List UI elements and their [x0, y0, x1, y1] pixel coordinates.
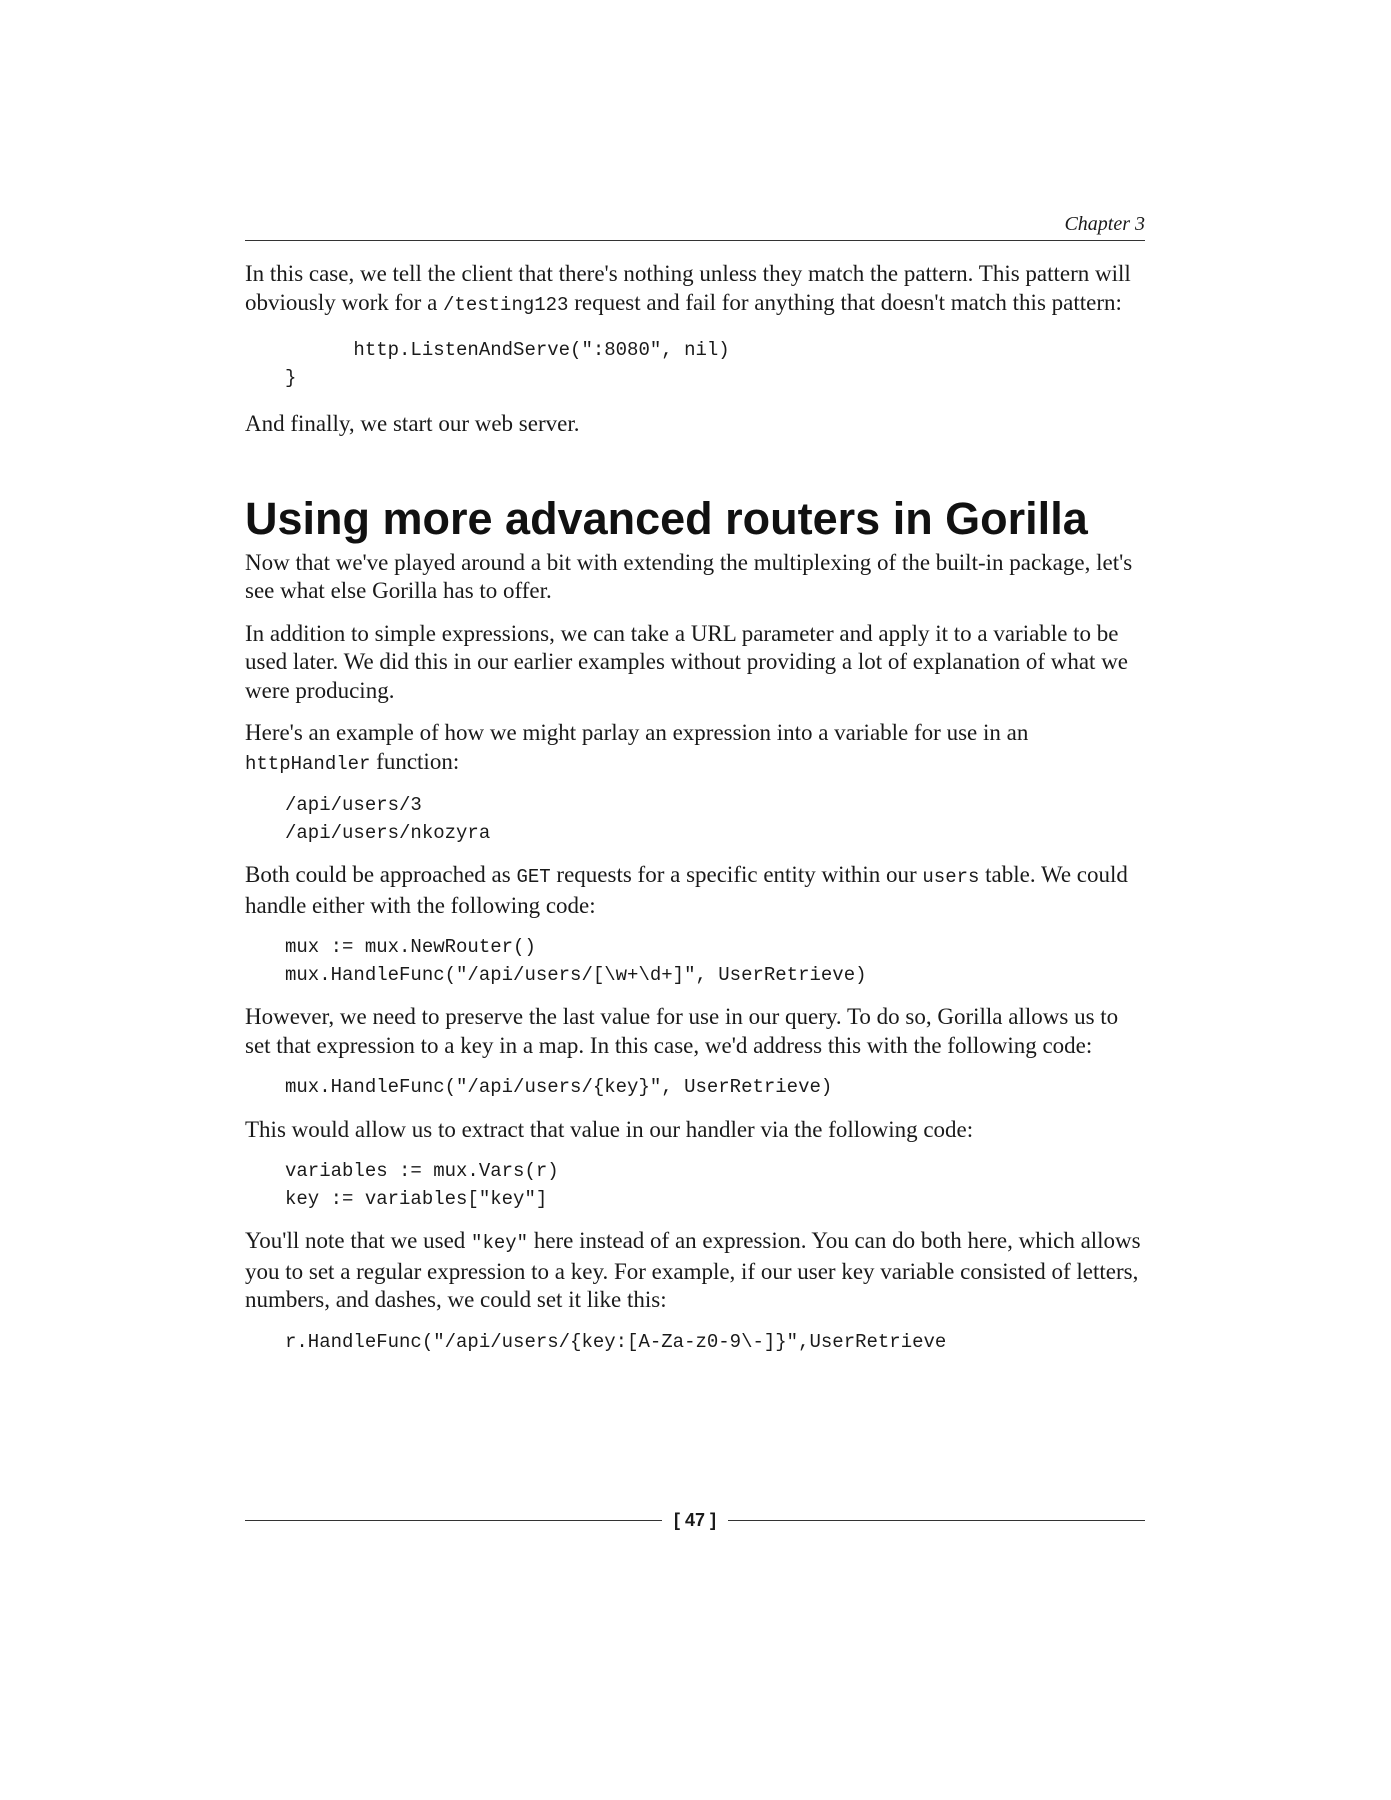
paragraph-preserve-value: However, we need to preserve the last value for use in our query. To do so, Gorilla allows us to set that expression to a key in a map. In this case, we'd address this with the following code:: [245, 1004, 1119, 1058]
inline-code-httphandler: httpHandler: [245, 752, 371, 775]
code-block-listen: http.ListenAndServe(":8080", nil) }: [285, 339, 730, 389]
paragraph-url-parameter: In addition to simple expressions, we can take a URL parameter and apply it to a variable to be used later. We did this in our earlier examples without providing a lot of explanation of what we were producing.: [245, 620, 1129, 703]
paragraph-start-server: And finally, we start our web server.: [245, 411, 580, 436]
code-block-vars: variables := mux.Vars(r) key := variables["key"]: [285, 1160, 559, 1210]
inline-code-users: users: [922, 866, 980, 888]
inline-code-get: GET: [516, 866, 551, 888]
page-footer: [245, 1505, 1145, 1535]
page-content: [245, 260, 1145, 1356]
paragraph-get-requests: Both could be approached as GET requests for a specific entity within our users table. We could handle either with the following code:: [245, 862, 1128, 918]
code-block-key-route: mux.HandleFunc("/api/users/{key}", UserRetrieve): [285, 1076, 833, 1098]
inline-code-key: "key": [471, 1232, 529, 1254]
paragraph-extract-value: This would allow us to extract that value in our handler via the following code:: [245, 1116, 974, 1142]
inline-code-testing123: /testing123: [443, 293, 569, 316]
running-header: [245, 212, 1145, 241]
paragraph-intro: In this case, we tell the client that there's nothing unless they match the pattern. This pattern will obviously work for a /testing123 request and fail for anything that doesn't match this pattern:: [245, 261, 1131, 316]
code-block-paths: /api/users/3 /api/users/nkozyra: [285, 794, 491, 844]
code-block-router: mux := mux.NewRouter() mux.HandleFunc("/api/users/[\w+\d+]", UserRetrieve): [285, 936, 867, 986]
page-number: [ 47 ]: [674, 1509, 717, 1530]
section-heading: Using more advanced routers in Gorilla: [245, 492, 1088, 544]
paragraph-gorilla-offer: Now that we've played around a bit with extending the multiplexing of the built-in package, let's see what else Gorilla has to offer.: [245, 549, 1133, 603]
chapter-label: Chapter 3: [1064, 213, 1145, 235]
code-block-regex-route: r.HandleFunc("/api/users/{key:[A-Za-z0-9\-]}",UserRetrieve: [285, 1330, 947, 1353]
paragraph-parlay: Here's an example of how we might parlay an expression into a variable for use in an httpHandler function:: [245, 720, 1029, 775]
paragraph-regex-key: You'll note that we used "key" here instead of an expression. You can do both here, which allows you to set a regular expression to a key. For example, if our user key variable consisted of letters, numbers, and dashes, we could set it like this:: [245, 1228, 1141, 1312]
footer-rule-right: [728, 1520, 1145, 1521]
footer-rule-left: [245, 1520, 662, 1521]
